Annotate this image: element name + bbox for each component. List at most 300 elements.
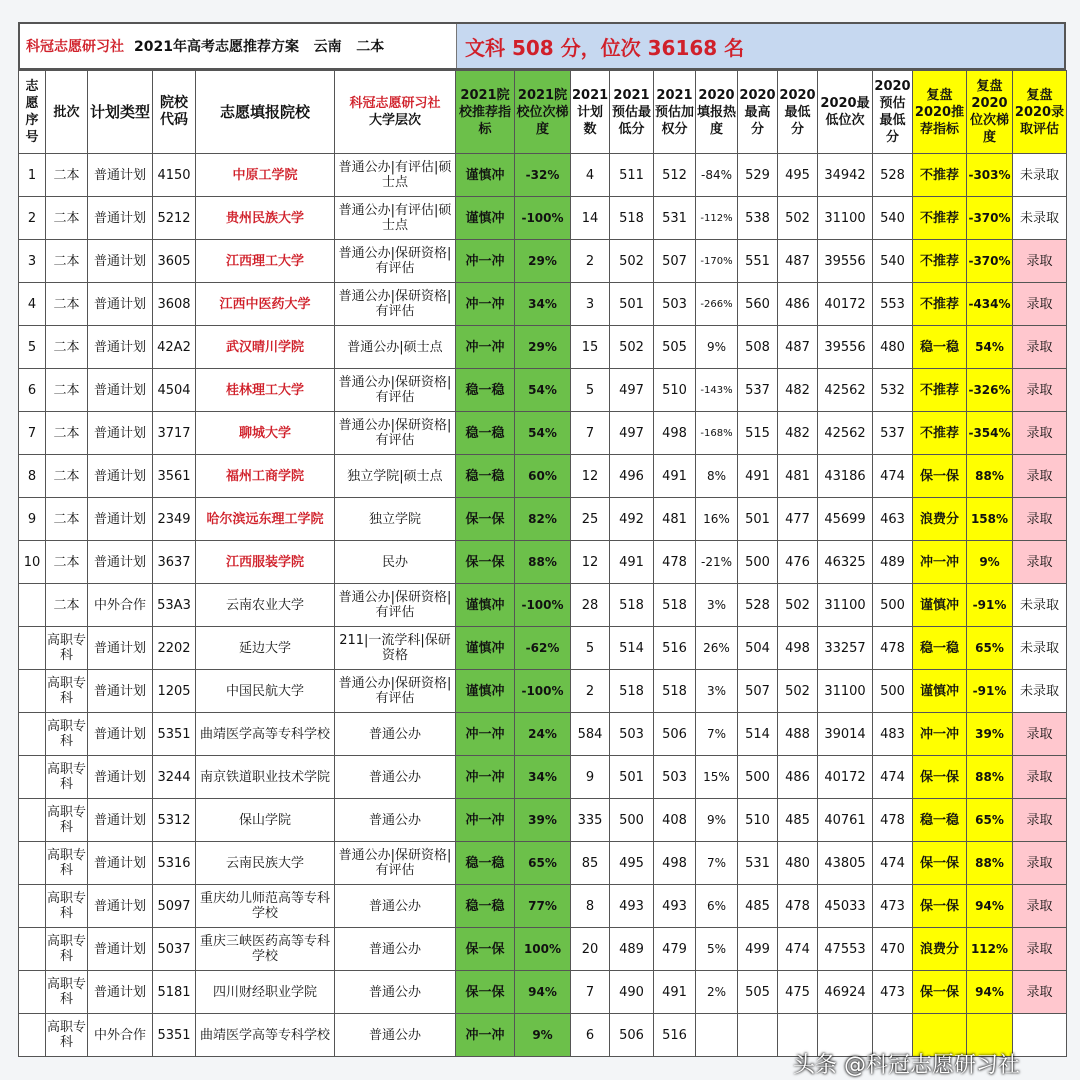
table-cell-name: 延边大学	[196, 627, 335, 670]
table-cell-level: 普通公办|有评估|硕士点	[335, 197, 456, 240]
table-cell-batch: 二本	[46, 197, 88, 240]
table-cell-code: 42A2	[153, 326, 196, 369]
table-cell-pmin20: 478	[873, 627, 913, 670]
table-cell-grad: 65%	[515, 842, 571, 885]
table-cell-level: 普通公办	[335, 756, 456, 799]
table-cell-rank20: 40172	[818, 756, 873, 799]
table-cell-code: 5312	[153, 799, 196, 842]
table-cell-num: 335	[571, 799, 610, 842]
table-cell-max20: 531	[738, 842, 778, 885]
title-left	[20, 24, 457, 68]
table-cell-max20: 551	[738, 240, 778, 283]
table-cell-pmin20: 474	[873, 842, 913, 885]
table-cell-rec: 稳一稳	[456, 412, 515, 455]
table-cell-grad: 34%	[515, 283, 571, 326]
table-cell-eval: 录取	[1013, 283, 1067, 326]
table-cell-pmin: 500	[610, 799, 654, 842]
table-row	[19, 627, 1067, 670]
table-cell-level: 民办	[335, 541, 456, 584]
table-cell-grad: 77%	[515, 885, 571, 928]
table-cell-batch: 高职专科	[46, 799, 88, 842]
table-cell-no: 4	[19, 283, 46, 326]
table-cell-pmin: 514	[610, 627, 654, 670]
table-cell-max20	[738, 1014, 778, 1057]
table-cell-eval: 录取	[1013, 412, 1067, 455]
table-cell-pmin: 518	[610, 670, 654, 713]
table-cell-name: 贵州民族大学	[196, 197, 335, 240]
table-cell-rrec: 不推荐	[913, 369, 967, 412]
header-cell: 2020最低分	[778, 71, 818, 154]
table-cell-code: 4150	[153, 154, 196, 197]
table-cell-plan: 普通计划	[88, 928, 153, 971]
table-cell-heat: 15%	[696, 756, 738, 799]
table-cell-rank20: 47553	[818, 928, 873, 971]
table-cell-rrec: 保一保	[913, 842, 967, 885]
brand-name: 科冠志愿研习社	[26, 39, 124, 55]
table-cell-grad: 94%	[515, 971, 571, 1014]
table-cell-pw: 493	[654, 885, 696, 928]
table-cell-plan: 普通计划	[88, 971, 153, 1014]
table-cell-max20: 501	[738, 498, 778, 541]
table-cell-name: 曲靖医学高等专科学校	[196, 713, 335, 756]
table-cell-no	[19, 670, 46, 713]
table-cell-name: 保山学院	[196, 799, 335, 842]
table-cell-rank20: 43186	[818, 455, 873, 498]
table-cell-pmin20: 537	[873, 412, 913, 455]
table-cell-eval: 未录取	[1013, 197, 1067, 240]
table-cell-grad: 54%	[515, 369, 571, 412]
watermark: 头条 @科冠志愿研习社	[793, 1053, 1020, 1078]
table-cell-rec: 冲一冲	[456, 713, 515, 756]
table-cell-rank20: 43805	[818, 842, 873, 885]
table-cell-rgrad: 94%	[967, 971, 1013, 1014]
table-cell-eval: 录取	[1013, 971, 1067, 1014]
table-cell-grad: -62%	[515, 627, 571, 670]
table-cell-plan: 普通计划	[88, 541, 153, 584]
table-cell-no: 1	[19, 154, 46, 197]
table-cell-plan: 中外合作	[88, 1014, 153, 1057]
table-cell-heat: -84%	[696, 154, 738, 197]
table-row	[19, 326, 1067, 369]
table-cell-eval: 录取	[1013, 928, 1067, 971]
table-cell-level: 普通公办|保研资格|有评估	[335, 369, 456, 412]
table-row	[19, 283, 1067, 326]
table-cell-rrec: 稳一稳	[913, 326, 967, 369]
table-cell-level: 普通公办	[335, 885, 456, 928]
table-cell-plan: 普通计划	[88, 498, 153, 541]
table-cell-pw: 518	[654, 670, 696, 713]
table-cell-eval: 录取	[1013, 799, 1067, 842]
table-cell-batch: 二本	[46, 283, 88, 326]
table-cell-rec: 冲一冲	[456, 1014, 515, 1057]
table-cell-no: 10	[19, 541, 46, 584]
table-cell-batch: 二本	[46, 584, 88, 627]
header-cell: 2020最高分	[738, 71, 778, 154]
table-cell-min20: 495	[778, 154, 818, 197]
table-row	[19, 670, 1067, 713]
table-cell-name: 聊城大学	[196, 412, 335, 455]
table-cell-pw: 481	[654, 498, 696, 541]
table-cell-rrec: 不推荐	[913, 283, 967, 326]
table-cell-code: 53A3	[153, 584, 196, 627]
table-cell-pw: 498	[654, 412, 696, 455]
table-cell-level: 普通公办	[335, 971, 456, 1014]
table-cell-grad: 88%	[515, 541, 571, 584]
table-cell-batch: 高职专科	[46, 928, 88, 971]
table-cell-rgrad: -91%	[967, 670, 1013, 713]
table-cell-grad: -100%	[515, 197, 571, 240]
table-cell-batch: 高职专科	[46, 627, 88, 670]
table-cell-max20: 510	[738, 799, 778, 842]
table-cell-rrec: 保一保	[913, 455, 967, 498]
table-cell-no: 3	[19, 240, 46, 283]
table-row	[19, 197, 1067, 240]
table-cell-num: 9	[571, 756, 610, 799]
table-cell-min20: 502	[778, 197, 818, 240]
table-cell-heat: 26%	[696, 627, 738, 670]
table-cell-plan: 普通计划	[88, 154, 153, 197]
table-cell-heat: 9%	[696, 326, 738, 369]
table-cell-name: 哈尔滨远东理工学院	[196, 498, 335, 541]
table-cell-min20: 486	[778, 756, 818, 799]
table-cell-batch: 二本	[46, 326, 88, 369]
table-cell-level: 普通公办|保研资格|有评估	[335, 842, 456, 885]
table-cell-plan: 普通计划	[88, 326, 153, 369]
table-cell-num: 584	[571, 713, 610, 756]
table-cell-pw: 512	[654, 154, 696, 197]
score-summary: 文科 508 分，位次 36168 名	[457, 24, 1064, 68]
table-cell-eval: 录取	[1013, 240, 1067, 283]
table-cell-rgrad: 94%	[967, 885, 1013, 928]
table-cell-pmin20: 474	[873, 455, 913, 498]
table-cell-batch: 二本	[46, 498, 88, 541]
table-cell-pmin20: 478	[873, 799, 913, 842]
table-cell-name: 中原工学院	[196, 154, 335, 197]
table-cell-min20: 502	[778, 584, 818, 627]
table-cell-rrec: 冲一冲	[913, 541, 967, 584]
table-cell-heat: 3%	[696, 584, 738, 627]
table-cell-eval: 未录取	[1013, 627, 1067, 670]
table-cell-pmin20: 489	[873, 541, 913, 584]
table-cell-code: 5181	[153, 971, 196, 1014]
table-cell-rgrad: 88%	[967, 455, 1013, 498]
table-cell-rrec: 浪费分	[913, 498, 967, 541]
table-cell-pw: 491	[654, 455, 696, 498]
table-cell-no: 2	[19, 197, 46, 240]
table-cell-max20: 504	[738, 627, 778, 670]
table-cell-max20: 507	[738, 670, 778, 713]
table-cell-rank20: 31100	[818, 197, 873, 240]
table-cell-batch: 二本	[46, 541, 88, 584]
table-cell-code: 3561	[153, 455, 196, 498]
table-cell-rec: 保一保	[456, 541, 515, 584]
header-cell: 2021院校推荐指标	[456, 71, 515, 154]
table-cell-code: 3244	[153, 756, 196, 799]
table-cell-plan: 普通计划	[88, 842, 153, 885]
table-cell-pmin: 489	[610, 928, 654, 971]
table-cell-pw: 503	[654, 283, 696, 326]
header-cell: 2021预估加权分	[654, 71, 696, 154]
table-cell-min20: 481	[778, 455, 818, 498]
table-cell-rrec: 冲一冲	[913, 713, 967, 756]
table-cell-pmin: 501	[610, 283, 654, 326]
header-cell: 院校代码	[153, 71, 196, 154]
table-cell-pmin20: 470	[873, 928, 913, 971]
table-cell-plan: 普通计划	[88, 369, 153, 412]
title-bar	[18, 22, 1066, 70]
table-cell-batch: 高职专科	[46, 842, 88, 885]
table-cell-min20: 486	[778, 283, 818, 326]
table-cell-level: 普通公办|保研资格|有评估	[335, 670, 456, 713]
table-cell-pmin: 511	[610, 154, 654, 197]
table-cell-rec: 稳一稳	[456, 842, 515, 885]
table-cell-eval: 录取	[1013, 885, 1067, 928]
table-cell-rrec: 保一保	[913, 971, 967, 1014]
header-row	[19, 71, 1067, 154]
table-cell-rank20: 40172	[818, 283, 873, 326]
table-cell-no	[19, 756, 46, 799]
table-cell-num: 15	[571, 326, 610, 369]
table-cell-rgrad: 39%	[967, 713, 1013, 756]
table-cell-min20: 498	[778, 627, 818, 670]
header-cell: 批次	[46, 71, 88, 154]
table-cell-max20: 499	[738, 928, 778, 971]
table-cell-plan: 普通计划	[88, 197, 153, 240]
table-cell-plan: 中外合作	[88, 584, 153, 627]
table-cell-max20: 528	[738, 584, 778, 627]
table-cell-heat: -143%	[696, 369, 738, 412]
table-cell-no: 9	[19, 498, 46, 541]
table-cell-num: 5	[571, 369, 610, 412]
table-cell-rec: 谨慎冲	[456, 584, 515, 627]
table-cell-pmin: 492	[610, 498, 654, 541]
table-cell-max20: 529	[738, 154, 778, 197]
header-cell: 复盘2020推荐指标	[913, 71, 967, 154]
table-cell-grad: 39%	[515, 799, 571, 842]
table-cell-plan: 普通计划	[88, 412, 153, 455]
table-cell-level: 普通公办|保研资格|有评估	[335, 412, 456, 455]
table-cell-num: 28	[571, 584, 610, 627]
table-cell-max20: 505	[738, 971, 778, 1014]
header-cell: 2020填报热度	[696, 71, 738, 154]
table-cell-heat: 3%	[696, 670, 738, 713]
table-cell-name: 四川财经职业学院	[196, 971, 335, 1014]
table-cell-rank20: 46325	[818, 541, 873, 584]
table-cell-level: 普通公办|保研资格|有评估	[335, 240, 456, 283]
table-row	[19, 498, 1067, 541]
table-cell-rgrad: 88%	[967, 756, 1013, 799]
table-cell-rrec: 稳一稳	[913, 627, 967, 670]
table-cell-pw: 506	[654, 713, 696, 756]
table-cell-code: 3637	[153, 541, 196, 584]
table-cell-eval: 未录取	[1013, 154, 1067, 197]
table-cell-max20: 508	[738, 326, 778, 369]
spreadsheet	[18, 22, 1066, 1078]
table-cell-rec: 谨慎冲	[456, 154, 515, 197]
table-cell-grad: 60%	[515, 455, 571, 498]
table-cell-pmin: 497	[610, 369, 654, 412]
table-cell-rrec: 稳一稳	[913, 799, 967, 842]
table-cell-eval: 录取	[1013, 455, 1067, 498]
table-cell-level: 独立学院	[335, 498, 456, 541]
table-cell-num: 7	[571, 412, 610, 455]
table-cell-num: 2	[571, 240, 610, 283]
table-cell-num: 12	[571, 455, 610, 498]
table-cell-pw: 510	[654, 369, 696, 412]
table-cell-num: 4	[571, 154, 610, 197]
table-cell-max20: 515	[738, 412, 778, 455]
table-cell-eval: 录取	[1013, 326, 1067, 369]
table-row	[19, 842, 1067, 885]
table-cell-rec: 谨慎冲	[456, 627, 515, 670]
table-cell-pmin20: 528	[873, 154, 913, 197]
table-cell-name: 云南民族大学	[196, 842, 335, 885]
table-cell-code: 3605	[153, 240, 196, 283]
table-cell-pw: 516	[654, 1014, 696, 1057]
table-cell-max20: 538	[738, 197, 778, 240]
table-cell-plan: 普通计划	[88, 670, 153, 713]
table-cell-min20: 475	[778, 971, 818, 1014]
table-cell-pmin: 502	[610, 240, 654, 283]
table-cell-rec: 谨慎冲	[456, 197, 515, 240]
table-cell-min20: 485	[778, 799, 818, 842]
table-cell-code: 5037	[153, 928, 196, 971]
table-cell-pw: 531	[654, 197, 696, 240]
table-cell-pmin20: 480	[873, 326, 913, 369]
table-row	[19, 971, 1067, 1014]
table-cell-num: 2	[571, 670, 610, 713]
table-cell-pmin20: 540	[873, 240, 913, 283]
table-cell-grad: 29%	[515, 240, 571, 283]
table-cell-rank20: 40761	[818, 799, 873, 842]
table-cell-batch: 高职专科	[46, 670, 88, 713]
table-cell-name: 南京铁道职业技术学院	[196, 756, 335, 799]
table-cell-rec: 冲一冲	[456, 283, 515, 326]
table-cell-pmin: 506	[610, 1014, 654, 1057]
table-cell-heat	[696, 1014, 738, 1057]
table-cell-rrec: 不推荐	[913, 154, 967, 197]
header-cell: 2020预估最低分	[873, 71, 913, 154]
table-row	[19, 799, 1067, 842]
table-cell-rank20: 45033	[818, 885, 873, 928]
table-cell-num: 14	[571, 197, 610, 240]
recommendation-table	[18, 70, 1067, 1057]
table-cell-code: 3717	[153, 412, 196, 455]
table-cell-batch: 二本	[46, 369, 88, 412]
plan-title: 2021年高考志愿推荐方案 云南 二本	[134, 39, 385, 55]
table-cell-pmin: 502	[610, 326, 654, 369]
table-cell-rrec: 不推荐	[913, 197, 967, 240]
table-cell-rgrad: -354%	[967, 412, 1013, 455]
table-cell-num: 20	[571, 928, 610, 971]
table-row	[19, 455, 1067, 498]
table-cell-no: 8	[19, 455, 46, 498]
table-cell-pw: 518	[654, 584, 696, 627]
table-cell-rank20: 46924	[818, 971, 873, 1014]
table-cell-pmin20: 483	[873, 713, 913, 756]
table-cell-code: 5351	[153, 713, 196, 756]
table-cell-pmin: 501	[610, 756, 654, 799]
header-cell: 2021计划数	[571, 71, 610, 154]
table-cell-name: 江西中医药大学	[196, 283, 335, 326]
table-cell-max20: 491	[738, 455, 778, 498]
table-cell-batch: 二本	[46, 240, 88, 283]
table-cell-code: 3608	[153, 283, 196, 326]
table-cell-pmin20: 500	[873, 670, 913, 713]
table-cell-pmin20: 473	[873, 885, 913, 928]
table-cell-pmin: 490	[610, 971, 654, 1014]
table-cell-rrec: 浪费分	[913, 928, 967, 971]
table-cell-min20: 478	[778, 885, 818, 928]
table-cell-level: 普通公办|硕士点	[335, 326, 456, 369]
table-cell-heat: 9%	[696, 799, 738, 842]
table-cell-min20: 487	[778, 240, 818, 283]
table-cell-pmin: 518	[610, 584, 654, 627]
table-cell-level: 普通公办	[335, 1014, 456, 1057]
table-cell-rec: 稳一稳	[456, 455, 515, 498]
table-cell-num: 7	[571, 971, 610, 1014]
table-cell-pw: 408	[654, 799, 696, 842]
table-cell-plan: 普通计划	[88, 756, 153, 799]
table-cell-batch: 高职专科	[46, 971, 88, 1014]
table-cell-num: 8	[571, 885, 610, 928]
table-cell-plan: 普通计划	[88, 455, 153, 498]
table-cell-eval: 录取	[1013, 756, 1067, 799]
table-cell-level: 普通公办|保研资格|有评估	[335, 584, 456, 627]
table-cell-pmin: 493	[610, 885, 654, 928]
table-cell-code: 2202	[153, 627, 196, 670]
table-cell-code: 5351	[153, 1014, 196, 1057]
table-cell-plan: 普通计划	[88, 885, 153, 928]
table-row	[19, 928, 1067, 971]
table-cell-heat: 7%	[696, 842, 738, 885]
table-cell-plan: 普通计划	[88, 627, 153, 670]
table-cell-heat: -168%	[696, 412, 738, 455]
table-cell-min20: 480	[778, 842, 818, 885]
header-cell: 复盘2020录取评估	[1013, 71, 1067, 154]
table-cell-name: 云南农业大学	[196, 584, 335, 627]
table-cell-code: 5212	[153, 197, 196, 240]
table-cell-no	[19, 584, 46, 627]
table-cell-rank20: 34942	[818, 154, 873, 197]
table-cell-rank20: 42562	[818, 412, 873, 455]
table-cell-pw: 503	[654, 756, 696, 799]
table-cell-rec: 保一保	[456, 971, 515, 1014]
table-cell-no: 5	[19, 326, 46, 369]
header-cell: 志愿填报院校	[196, 71, 335, 154]
table-cell-rec: 冲一冲	[456, 326, 515, 369]
table-row	[19, 369, 1067, 412]
table-cell-level: 普通公办	[335, 928, 456, 971]
table-cell-no	[19, 971, 46, 1014]
table-cell-batch: 高职专科	[46, 885, 88, 928]
table-cell-grad: 34%	[515, 756, 571, 799]
table-row	[19, 885, 1067, 928]
table-cell-name: 武汉晴川学院	[196, 326, 335, 369]
table-cell-rec: 稳一稳	[456, 369, 515, 412]
header-cell: 2021预估最低分	[610, 71, 654, 154]
table-cell-rank20: 33257	[818, 627, 873, 670]
table-cell-rgrad: 88%	[967, 842, 1013, 885]
table-cell-rec: 谨慎冲	[456, 670, 515, 713]
table-cell-num: 85	[571, 842, 610, 885]
table-cell-min20: 482	[778, 412, 818, 455]
table-cell-grad: 9%	[515, 1014, 571, 1057]
table-cell-eval: 录取	[1013, 713, 1067, 756]
table-cell-rgrad: 158%	[967, 498, 1013, 541]
table-cell-plan: 普通计划	[88, 240, 153, 283]
table-cell-rank20: 39556	[818, 240, 873, 283]
